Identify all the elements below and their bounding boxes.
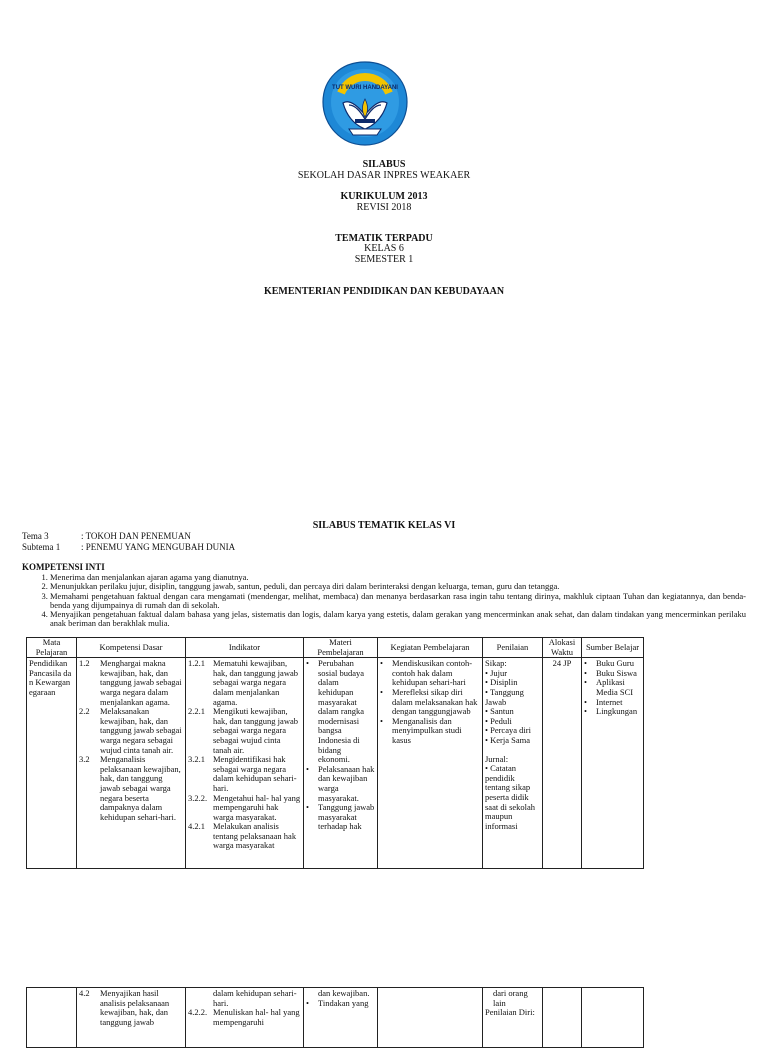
penilaian-sikap-item: • Disiplin — [485, 677, 518, 688]
kegiatan-item: • Mendiskusikan contoh-contoh hak dalam kehidupan sehari-hari — [380, 658, 473, 688]
table-header-row — [27, 638, 644, 658]
materi-item: • Tindakan yang — [306, 997, 369, 1008]
indikator-item: 1.2.1 Mematuhi kewajiban, hak, dan tanggung jawab sebagai warga negara dalam menjalankan agama. — [188, 658, 298, 707]
table-row — [27, 658, 644, 869]
ki-list — [22, 573, 746, 629]
indikator-item: 3.2.2. Mengetahui hal- hal yang mempengaruhi hak warga masyarakat. — [188, 792, 301, 822]
indikator-item: 3.2.1 Mengidentifikasi hak sebagai warga negara dalam kehidupan sehari-hari. — [188, 754, 297, 793]
penilaian-sikap-item: • Santun — [485, 706, 514, 717]
cover-school: SEKOLAH DASAR INPRES WEAKAER — [297, 170, 471, 181]
penilaian-sikap-item: • Jujur — [485, 667, 508, 678]
cover-revision: REVISI 2018 — [356, 202, 412, 213]
header-materi: Materi Pembelajaran — [304, 638, 378, 658]
cell-indikator — [186, 658, 304, 869]
indikator-item: 2.2.1 Mengikuti kewajiban, hak, dan tanggung jawab sebagai warga negara sebagai wujud cinta tanah air. — [188, 706, 298, 755]
cell-materi-cont — [304, 988, 378, 1048]
kd-item: 4.2 Menyajikan hasil analisis pelaksanaan kewajiban, hak, dan tanggung jawab — [79, 988, 170, 1027]
cover-grade: KELAS 6 — [364, 243, 404, 254]
header-sumber: Sumber Belajar — [582, 638, 644, 658]
sumber-item: • Lingkungan — [584, 706, 638, 717]
cell-kd-cont — [77, 988, 186, 1048]
penilaian-cont-text: dari orang lain — [493, 988, 528, 1008]
header-kompetensi-dasar: Kompetensi Dasar — [77, 638, 186, 658]
kd-item: 3.2 Menganalisis pelaksanaan kewajiban, hak, dan tanggung jawab sebagai warga negara beserta dampaknya dalam kehidupan sehari-hari. — [79, 754, 181, 822]
kd-item: 1.2 Menghargai makna kewajiban, hak, dan tanggung jawab sebagai warga negara dalam menjalankan agama. — [79, 658, 182, 707]
tut-wuri-handayani-logo — [319, 59, 411, 151]
cell-sumber-cont — [582, 988, 644, 1048]
penilaian-sikap-item: • Tanggung Jawab — [485, 686, 524, 707]
penilaian-sikap-item: • Peduli — [485, 715, 512, 726]
ki-item: 2. Menunjukkan perilaku jujur, disiplin, tanggung jawab, santun, peduli, dan percaya diri dalam berinteraksi dengan keluarga, teman, guru dan tetangga. — [50, 582, 746, 591]
cover-ministry: KEMENTERIAN PENDIDIKAN DAN KEBUDAYAAN — [263, 286, 505, 297]
cell-penilaian-cont — [483, 988, 543, 1048]
cell-alokasi-cont — [543, 988, 582, 1048]
penilaian-sikap-item: • Percaya diri — [485, 725, 531, 736]
ki-item: 4. Menyajikan pengetahuan faktual dalam bahasa yang jelas, sistematis dan logis, dalam karya yang estetis, dalam gerakan yang mencerminkan anak sehat, dan dalam tindakan yang mencerminkan perilaku anak beriman dan berakhlak mulia. — [50, 610, 746, 629]
kd-item: 2.2 Melaksanakan kewajiban, hak, dan tanggung jawab sebagai warga negara sebagai wujud cinta tanah air. — [79, 706, 182, 755]
header-kegiatan: Kegiatan Pembelajaran — [378, 638, 483, 658]
subject-text: Pendidikan Pancasila dan Kewargan egaraan — [29, 658, 72, 697]
header-penilaian: Penilaian — [483, 638, 543, 658]
indikator-item: dalam kehidupan sehari- hari. — [213, 988, 297, 1008]
sumber-item: • Buku Guru — [584, 658, 635, 669]
penilaian-sikap-item: • Kerja Sama — [485, 734, 530, 745]
penilaian-jurnal-item: • Catatan pendidik tentang sikap peserta didik saat di sekolah maupun informasi — [485, 763, 536, 831]
cell-sumber — [582, 658, 644, 869]
cell-kd — [77, 658, 186, 869]
cell-penilaian — [483, 658, 543, 869]
header-indikator: Indikator — [186, 638, 304, 658]
indikator-item: 4.2.2. Menuliskan hal- hal yang mempengaruhi — [188, 1007, 300, 1027]
cell-kegiatan — [378, 658, 483, 869]
sumber-item: • Buku Siswa — [584, 667, 637, 678]
materi-item: • Tanggung jawab masyarakat terhadap hak — [306, 802, 375, 832]
kegiatan-item: • Merefleksi sikap diri dalam melaksanakan hak dengan tanggungjawab — [380, 686, 478, 717]
cell-subject-cont — [27, 988, 77, 1048]
cell-materi — [304, 658, 378, 869]
cell-kegiatan-cont — [378, 988, 483, 1048]
indikator-item: 4.2.1 Melakukan analisis tentang pelaksanaan hak warga masyarakat — [188, 821, 297, 851]
tema-label: Tema 3 — [22, 531, 49, 541]
penilaian-jurnal-label: Jurnal: — [485, 753, 509, 764]
cell-indikator-cont — [186, 988, 304, 1048]
cover-curriculum: KURIKULUM 2013 — [340, 191, 428, 202]
penilaian-diri-label: Penilaian Diri: — [485, 1007, 535, 1018]
header-alokasi: Alokasi Waktu — [543, 638, 582, 658]
materi-item: • Perubahan sosial budaya dalam kehidupan masyarakat dalam rangka modernisasi bangsa Indonesia di bidang ekonomi. — [306, 658, 365, 765]
cover-theme-type: TEMATIK TERPADU — [335, 233, 433, 244]
cell-alokasi — [543, 658, 582, 869]
materi-item: • Pelaksanaan hak dan kewajiban warga masyarakat. — [306, 763, 375, 803]
kegiatan-item: • Menganalisis dan menyimpulkan studi kasus — [380, 715, 462, 745]
svg-text:TUT WURI HANDAYANI: TUT WURI HANDAYANI — [332, 85, 398, 91]
alokasi-value: 24 JP — [552, 658, 572, 669]
subtema-label: Subtema 1 — [22, 542, 61, 552]
cover-semester: SEMESTER 1 — [354, 254, 414, 265]
ki-heading: KOMPETENSI INTI — [22, 562, 105, 572]
syllabus-table-continued — [26, 987, 644, 1048]
ki-item: 1. Menerima dan menjalankan ajaran agama yang dianutnya. — [50, 573, 746, 582]
subtema-value: : PENEMU YANG MENGUBAH DUNIA — [81, 542, 236, 552]
cell-subject — [27, 658, 77, 869]
sumber-item: • Aplikasi Media SCI — [584, 677, 634, 697]
ki-item: 3. Memahami pengetahuan faktual dengan cara mengamati (mendengar, melihat, membaca) dan menanya berdasarkan rasa ingin tahu tentang dirinya, makhluk ciptaan Tuhan dan kegiatannya, dan benda-benda yang dijumpainya di rumah dan di sekolah. — [50, 592, 746, 611]
penilaian-sikap-label: Sikap: — [485, 658, 507, 669]
materi-item: dan kewajiban. — [318, 988, 370, 998]
syllabus-table — [26, 637, 644, 869]
sumber-item: • Internet — [584, 696, 623, 707]
header-mata-pelajaran: Mata Pelajaran — [27, 638, 77, 658]
tema-value: : TOKOH DAN PENEMUAN — [81, 531, 191, 541]
cover-title: SILABUS — [362, 159, 406, 170]
table-row — [27, 988, 644, 1048]
syllabus-heading: SILABUS TEMATIK KELAS VI — [312, 520, 456, 531]
